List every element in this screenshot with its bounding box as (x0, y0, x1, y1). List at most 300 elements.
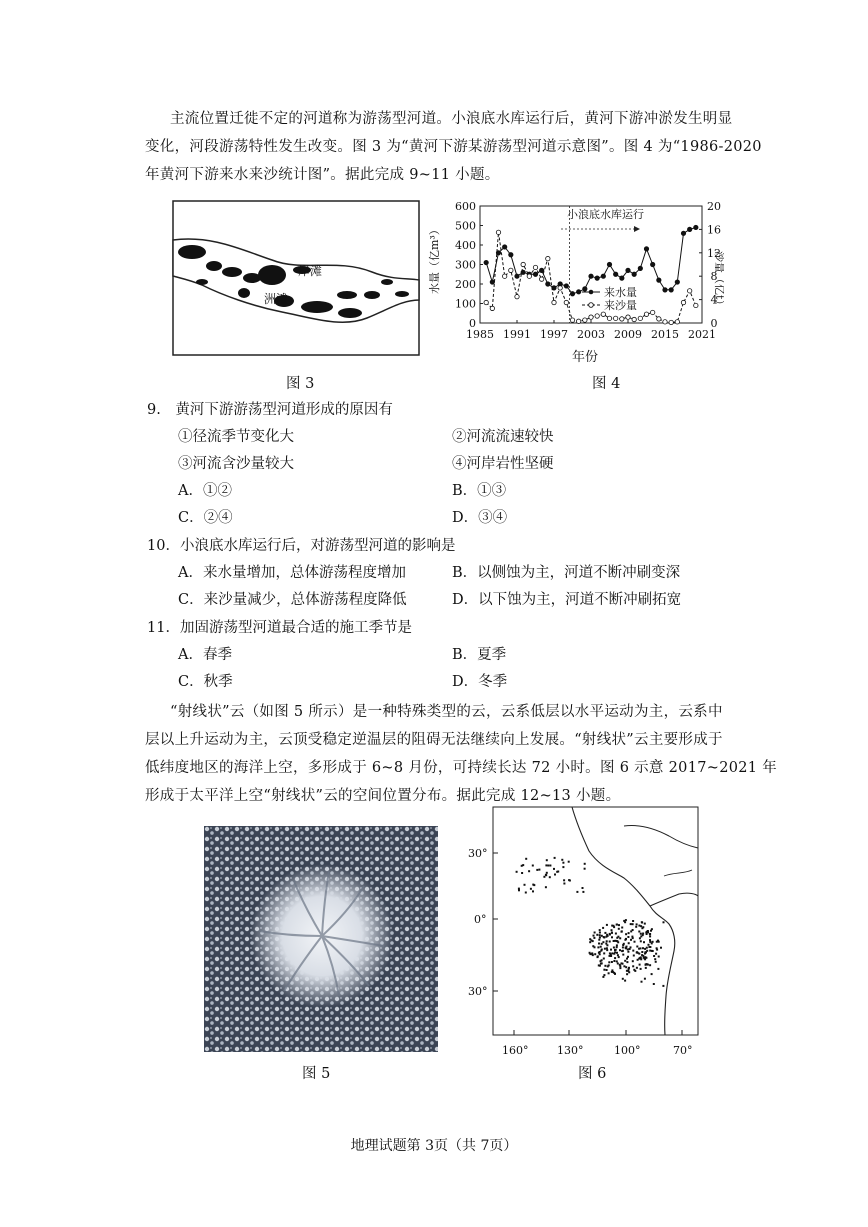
intro-paragraph-2-cont (145, 726, 835, 810)
sand-point (546, 256, 550, 260)
water-point (607, 262, 611, 266)
cloud-location-dot (658, 956, 660, 958)
cloud-location-dot (518, 888, 520, 890)
cloud-location-dot (547, 865, 549, 867)
q10-option-a: A．来水量增加，总体游荡程度增加 (178, 565, 406, 581)
cloud-location-dot (645, 963, 647, 965)
q10-option-b: B．以侧蚀为主，河道不断冲刷变深 (452, 565, 681, 581)
cloud-location-dot (599, 965, 601, 967)
sand-point (669, 320, 673, 324)
cloud-location-dot (611, 971, 613, 973)
y-right-label: 沙量（亿t） (713, 251, 724, 311)
figure-5-caption: 图 5 (302, 1066, 331, 1082)
figure-4 (424, 196, 724, 366)
cloud-location-dot (634, 941, 636, 943)
cloud-location-dot (621, 927, 623, 929)
cloud-location-dot (594, 953, 596, 955)
cloud-location-dot (640, 933, 642, 935)
cloud-location-dot (584, 863, 586, 865)
cloud-location-dot (563, 883, 565, 885)
cloud-location-dot (613, 953, 615, 955)
cloud-location-dot (524, 884, 526, 886)
cloud-location-dot (625, 933, 627, 935)
x-tick-label: 2009 (614, 328, 642, 341)
water-point (620, 276, 624, 280)
water-point (694, 225, 698, 229)
cloud-location-dot (622, 946, 624, 948)
cloud-location-dot (599, 937, 601, 939)
sand-point (644, 312, 648, 316)
water-point (533, 272, 537, 276)
cloud-location-dot (598, 943, 600, 945)
cloud-location-dot (549, 865, 551, 867)
cloud-location-dot (640, 940, 642, 942)
cloud-location-dot (532, 890, 534, 892)
sand-point (515, 294, 519, 298)
cloud-location-dot (597, 956, 599, 958)
y-left-tick-label: 100 (455, 297, 476, 311)
cloud-location-dot (621, 931, 623, 933)
cloud-location-dot (638, 953, 640, 955)
water-point (564, 284, 568, 288)
y-left-tick-label: 0 (469, 317, 476, 330)
cloud-location-dot (652, 941, 654, 943)
figure-6 (464, 806, 704, 1062)
sand-point (687, 289, 691, 293)
figure-4-caption: 图 4 (592, 376, 621, 392)
legend-water: 来水量 (604, 286, 637, 299)
sand-point (613, 316, 617, 320)
cloud-location-dot (613, 925, 615, 927)
cloud-location-dot (636, 967, 638, 969)
sand-point (533, 265, 537, 269)
cloud-location-dot (640, 947, 642, 949)
cloud-location-dot (654, 958, 656, 960)
q11-option-b: B．夏季 (452, 647, 507, 663)
cloud-location-dot (563, 879, 565, 881)
reservoir-annotation: 小浪底水库运行 (567, 208, 644, 221)
cloud-location-dot (632, 965, 634, 967)
cloud-location-dot (613, 940, 615, 942)
cloud-location-dot (599, 934, 601, 936)
water-point (484, 260, 488, 264)
cloud-location-dot (613, 960, 615, 962)
cloud-location-dot (538, 869, 540, 871)
water-point (570, 292, 574, 296)
cloud-location-dot (596, 934, 598, 936)
cloud-location-dot (638, 931, 640, 933)
cloud-location-dot (549, 876, 551, 878)
cloud-location-dot (653, 955, 655, 957)
cloud-location-dot (623, 943, 625, 945)
cloud-location-dot (561, 859, 563, 861)
cloud-location-dot (606, 944, 608, 946)
page-footer: 地理试题第 3页（共 7页） (350, 1138, 518, 1154)
q11-option-d: D．冬季 (452, 674, 508, 690)
cloud-location-dot (603, 958, 605, 960)
cloud-location-dot (532, 865, 534, 867)
cloud-location-dot (614, 973, 616, 975)
cloud-location-dot (644, 978, 646, 980)
cloud-location-dot (627, 956, 629, 958)
q9-statement-1: ①径流季节变化大 (178, 429, 294, 445)
lat-label-0: 0° (474, 913, 487, 926)
cloud-location-dot (630, 930, 632, 932)
label-zhoutan: 洲滩 (264, 292, 289, 306)
cloud-location-dot (632, 950, 634, 952)
intro2-line3: 低纬度地区的海洋上空，多形成于 6~8 月份，可持续长达 72 小时。图 6 示意 2017~2021 年 (145, 760, 777, 776)
water-point (576, 290, 580, 294)
cloud-location-dot (656, 949, 658, 951)
sand-point (521, 262, 525, 266)
x-tick-label: 2003 (577, 328, 605, 341)
cloud-location-dot (628, 932, 630, 934)
cloud-location-dot (525, 892, 527, 894)
cloud-location-dot (600, 946, 602, 948)
cloud-location-dot (611, 952, 613, 954)
sand-point (589, 315, 593, 319)
cloud-location-dot (617, 963, 619, 965)
cloud-location-dot (645, 951, 647, 953)
cloud-location-dot (568, 879, 570, 881)
cloud-location-dot (600, 950, 602, 952)
q9-option-a: A．①② (178, 483, 232, 499)
sand-point (601, 312, 605, 316)
y-left-tick-label: 600 (455, 200, 476, 213)
cloud-location-dot (625, 919, 627, 921)
label-anshan: 岸滩 (298, 264, 323, 278)
cloud-location-dot (657, 968, 659, 970)
water-point (595, 276, 599, 280)
figure-6-caption: 图 6 (578, 1066, 607, 1082)
cloud-location-dot (641, 981, 643, 983)
cloud-location-dot (630, 923, 632, 925)
pacific-cloud-map (464, 806, 704, 1062)
cloud-location-dot (611, 961, 613, 963)
cloud-location-dot (532, 884, 534, 886)
reservoir-arrow-head (634, 226, 640, 232)
y-right-tick-label: 0 (710, 317, 718, 330)
cloud-location-dot (628, 967, 630, 969)
water-sediment-chart (424, 196, 724, 366)
cloud-location-dot (610, 955, 612, 957)
cloud-location-dot (618, 924, 620, 926)
water-point (626, 268, 630, 272)
legend (582, 285, 637, 312)
y-left-tick-label: 300 (455, 258, 476, 272)
cloud-location-dot (592, 945, 594, 947)
x-tick-label: 1985 (466, 328, 494, 341)
cloud-location-dot (613, 947, 615, 949)
cloud-location-dot (644, 923, 646, 925)
water-point (657, 278, 661, 282)
figure-5 (204, 826, 438, 1052)
cloud-location-dot (648, 944, 650, 946)
cloud-location-dot (607, 965, 609, 967)
cloud-location-dot (604, 965, 606, 967)
sand-point (650, 310, 654, 314)
cloud-location-dot (611, 936, 613, 938)
sand-point (663, 320, 667, 324)
cloud-location-dot (643, 941, 645, 943)
lat-label-30s: 30° (468, 985, 488, 998)
cloud-location-dot (598, 939, 600, 941)
cloud-location-dot (599, 932, 601, 934)
cloud-location-dot (642, 947, 644, 949)
cloud-location-dot (582, 891, 584, 893)
lat-label-30n: 30° (468, 847, 488, 860)
cloud-location-dot (632, 920, 634, 922)
lon-label-130: 130° (557, 1044, 584, 1057)
x-tick-label: 2021 (688, 328, 716, 341)
cloud-location-dot (645, 967, 647, 969)
cloud-location-dot (603, 936, 605, 938)
cloud-location-dot (604, 948, 606, 950)
sand-point (527, 274, 531, 278)
cloud-location-dot (528, 870, 530, 872)
sand-point (675, 320, 679, 324)
intro2-line4: 形成于太平洋上空“射线状”云的空间位置分布。据此完成 12~13 小题。 (145, 788, 621, 804)
cloud-location-dot (616, 960, 618, 962)
cloud-location-dot (639, 937, 641, 939)
cloud-location-dot (618, 956, 620, 958)
cloud-location-dot (626, 958, 628, 960)
cloud-location-dot (619, 964, 621, 966)
cloud-location-dot (602, 941, 604, 943)
cloud-location-dot (617, 936, 619, 938)
cloud-location-dot (631, 936, 633, 938)
figure-3 (172, 200, 420, 356)
cloud-location-dot (553, 868, 555, 870)
cloud-location-dot (554, 857, 556, 859)
cloud-location-dot (633, 955, 635, 957)
cloud-location-dot (627, 951, 629, 953)
cloud-location-dot (636, 923, 638, 925)
cloud-location-dot (616, 944, 618, 946)
cloud-location-dot (525, 858, 527, 860)
cloud-location-dot (625, 966, 627, 968)
cloud-location-dot (655, 953, 657, 955)
sand-point (626, 315, 630, 319)
cloud-location-dot (593, 935, 595, 937)
x-tick-label: 2015 (651, 328, 679, 341)
cloud-location-dot (600, 960, 602, 962)
cloud-location-dot (554, 874, 556, 876)
cloud-location-dot (562, 862, 564, 864)
sand-point (484, 300, 488, 304)
cloud-location-dot (619, 967, 621, 969)
cloud-location-dot (635, 926, 637, 928)
water-point (583, 287, 587, 291)
cloud-location-dot (640, 935, 642, 937)
cloud-location-dot (545, 864, 547, 866)
water-point (509, 253, 513, 257)
cloud-location-dot (609, 941, 611, 943)
cloud-location-dot (605, 943, 607, 945)
intro2-line2: 层以上升运动为主，云顶受稳定逆温层的阻碍无法继续向上发展。“射线状”云主要形成于 (145, 732, 723, 748)
water-point (502, 245, 506, 249)
cloud-location-dot (618, 928, 620, 930)
cloud-location-dot (642, 955, 644, 957)
cloud-location-dot (609, 952, 611, 954)
sand-point (539, 277, 543, 281)
cloud-location-dot (650, 930, 652, 932)
cloud-location-dot (649, 939, 651, 941)
sand-point (657, 317, 661, 321)
cloud-location-dot (616, 924, 618, 926)
cloud-location-dot (649, 964, 651, 966)
sand-point (552, 300, 556, 304)
cloud-location-dot (603, 952, 605, 954)
q9-option-c: C．②④ (178, 510, 233, 526)
intro1-line1: 主流位置迁徙不定的河道称为游荡型河道。小浪底水库运行后，黄河下游冲淤发生明显 (170, 111, 733, 127)
cloud-location-dot (606, 949, 608, 951)
cloud-location-dot (625, 938, 627, 940)
y-left-label: 水量（亿m³） (428, 224, 441, 294)
cloud-location-dot (611, 929, 613, 931)
cloud-location-dot (645, 957, 647, 959)
cloud-location-dot (599, 953, 601, 955)
intro-paragraph-2 (170, 698, 830, 726)
x-tick-label: 1991 (503, 328, 531, 341)
cloud-location-dot (614, 957, 616, 959)
cloud-location-dot (597, 946, 599, 948)
cloud-location-dot (545, 874, 547, 876)
cloud-location-dot (623, 965, 625, 967)
x-tick-label: 1997 (540, 328, 568, 341)
sand-point (496, 230, 500, 234)
sand-point (638, 316, 642, 320)
water-point (644, 247, 648, 251)
cloud-location-dot (648, 946, 650, 948)
cloud-location-dot (602, 927, 604, 929)
cloud-location-dot (641, 927, 643, 929)
cloud-location-dot (521, 872, 523, 874)
cloud-location-dot (639, 964, 641, 966)
cloud-location-dot (632, 923, 634, 925)
water-point (515, 274, 519, 278)
cloud-location-dot (662, 985, 664, 987)
sand-point (576, 319, 580, 323)
sand-point (502, 274, 506, 278)
cloud-location-dot (608, 972, 610, 974)
cloud-location-dot (593, 937, 595, 939)
cloud-location-dot (626, 946, 628, 948)
intro-paragraph-1-cont (145, 133, 825, 189)
cloud-location-dot (601, 935, 603, 937)
cloud-location-dot (516, 871, 518, 873)
cloud-location-dot (622, 954, 624, 956)
y-right-tick-label: 16 (707, 223, 721, 237)
cloud-location-dot (627, 948, 629, 950)
cloud-location-dot (626, 970, 628, 972)
q9-statement-4: ④河岸岩性坚硬 (452, 456, 554, 472)
sand-point (607, 316, 611, 320)
water-point (669, 288, 673, 292)
sand-point (595, 314, 599, 318)
figure-4-x-label: 年份 (572, 350, 599, 365)
cloud-location-dot (653, 983, 655, 985)
cloud-location-dot (576, 891, 578, 893)
cloud-location-dot (615, 933, 617, 935)
intro1-line2: 变化，河段游荡特性发生改变。图 3 为“黄河下游某游荡型河道示意图”。图 4 为“1986-2020 (145, 139, 762, 155)
cloud-location-dot (626, 961, 628, 963)
lon-label-100: 100° (614, 1044, 641, 1057)
intro2-line1: “射线状”云（如图 5 所示）是一种特殊类型的云，云系低层以水平运动为主，云系中 (170, 704, 723, 720)
q9-statement-3: ③河流含沙量较大 (178, 456, 294, 472)
water-point (663, 288, 667, 292)
cloud-location-dot (591, 952, 593, 954)
water-point (650, 262, 654, 266)
cloud-location-dot (645, 931, 647, 933)
water-point (546, 282, 550, 286)
cloud-location-dot (626, 973, 628, 975)
cloud-location-dot (624, 980, 626, 982)
water-point (539, 268, 543, 272)
y-left-tick-label: 400 (455, 239, 476, 252)
cloud-location-dot (640, 968, 642, 970)
lon-label-160: 160° (502, 1044, 529, 1057)
cloud-location-dot (656, 941, 658, 943)
cloud-location-dot (609, 933, 611, 935)
water-point (613, 272, 617, 276)
lon-label-70: 70° (673, 1044, 693, 1057)
cloud-location-dot (546, 859, 548, 861)
cloud-location-dot (608, 961, 610, 963)
cloud-location-dot (606, 969, 608, 971)
water-point (490, 280, 494, 284)
cloud-location-dot (642, 933, 644, 935)
sand-point (620, 317, 624, 321)
cloud-location-dot (616, 946, 618, 948)
cloud-location-dot (594, 932, 596, 934)
cloud-location-dot (614, 940, 616, 942)
q9-statement-2: ②河流流速较快 (452, 429, 554, 445)
y-left-tick-label: 200 (455, 278, 476, 291)
cloud-location-dot (622, 978, 624, 980)
cloud-location-dot (621, 950, 623, 952)
cloud-location-dot (530, 888, 532, 890)
cloud-location-dot (623, 920, 625, 922)
water-point (675, 280, 679, 284)
cloud-location-dot (634, 970, 636, 972)
cloud-location-dot (582, 887, 584, 889)
cloud-location-dot (649, 941, 651, 943)
water-point (638, 266, 642, 270)
cloud-location-dot (649, 933, 651, 935)
sand-point (632, 317, 636, 321)
sand-point (681, 300, 685, 304)
cloud-location-dot (568, 861, 570, 863)
cloud-location-dot (651, 950, 653, 952)
water-point (632, 272, 636, 276)
cloud-location-dot (617, 954, 619, 956)
cloud-location-dot (636, 946, 638, 948)
sand-point (509, 268, 513, 272)
cloud-location-dot (610, 949, 612, 951)
sand-point (558, 286, 562, 290)
intro1-line3: 年黄河下游来水来沙统计图”。据此完成 9~11 小题。 (145, 167, 500, 183)
water-point (681, 231, 685, 235)
cloud-location-dot (601, 962, 603, 964)
q9-option-d: D．③④ (452, 510, 508, 526)
y-right-tick-label: 12 (707, 246, 721, 260)
cloud-location-dot (619, 949, 621, 951)
cloud-location-dot (606, 947, 608, 949)
cloud-location-dot (518, 889, 520, 891)
sand-point (583, 318, 587, 322)
sand-point (564, 300, 568, 304)
